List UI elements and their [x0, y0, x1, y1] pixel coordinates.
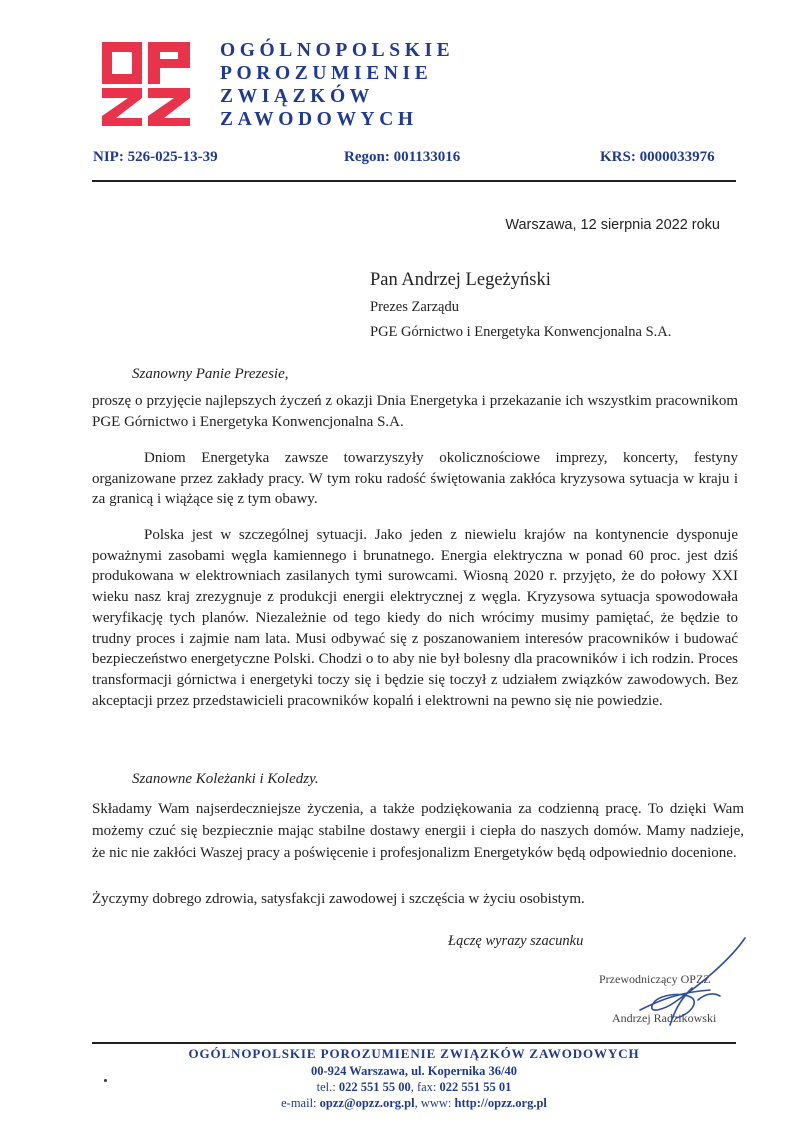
addressee-company: PGE Górnictwo i Energetyka Konwencjonalna S.A.: [370, 324, 672, 340]
nip-number: NIP: 526-025-13-39: [93, 149, 218, 165]
footer-org-name: OGÓLNOPOLSKIE POROZUMIENIE ZWIĄZKÓW ZAWODOWYCH: [188, 1046, 640, 1061]
tel-label: tel.:: [316, 1080, 339, 1094]
wishes-paragraph: Składamy Wam najserdeczniejsze życzenia, a także podziękowania za codzienną pracę. To dzięki Wam możemy czuć się bezpiecznie mając stabilne dostawy energii i ciepła do naszych domów. Mamy nadzieje, że nic nie zakłóci Waszej pracy a poświęcenie i profesjonalizm Energetyków będą odpowiednio docenione.: [92, 801, 744, 861]
email-link[interactable]: opzz@opzz.org.pl: [319, 1096, 415, 1110]
footer-contact-web: [92, 1096, 736, 1111]
header-divider: [92, 180, 736, 182]
email-label: e-mail:: [281, 1096, 320, 1110]
paragraph-2: Dniom Energetyka zawsze towarzyszyły okolicznościowe imprezy, koncerty, festyny organizowane przez zakłady pracy. W tym roku radość świętowania zakłóca kryzysowa sytuacja w kraju i za granicą i wiążące się z tym obawy.: [92, 450, 738, 508]
org-name-line-4: ZAWODOWYCH: [220, 109, 418, 130]
addressee-role: Prezes Zarządu: [370, 299, 459, 315]
www-label: , www:: [414, 1096, 455, 1110]
footer-divider: [92, 1042, 736, 1044]
signature-name: Andrzej Radzikowski: [612, 1011, 717, 1025]
letter-date: Warszawa, 12 sierpnia 2022 roku: [505, 217, 720, 233]
signature-title: Przewodniczący OPZZ: [599, 972, 711, 986]
paragraph-1: proszę o przyjęcie najlepszych życzeń z okazji Dnia Energetyka i przekazanie ich wszystkim pracownikom PGE Górnictwo i Energetyka Konwencjonalna S.A.: [92, 393, 738, 430]
org-name-line-1: OGÓLNOPOLSKIE: [220, 40, 455, 61]
paragraph-3: Polska jest w szczególnej sytuacji. Jako jeden z niewielu krajów na kontynencie dysponuje poważnymi zasobami węgla kamiennego i brunatnego. Energia elektryczna w ponad 60 proc. jest dziś produkowana w elektrowniach zasilanych tymi surowcami. Wiosną 2020 r. przyjęto, że do połowy XXI wieku nasz kraj zrezygnuje z produkcji energii elektrycznej z węgla. Kryzysowa sytuacja spowodowała weryfikację tych planów. Niezależnie od tego kiedy do nich wrócimy musimy pamiętać, że będzie to trudny proces i zajmie nam lata. Musi odbywać się z poszanowaniem interesów pracowników i budować bezpieczeństwo energetyczne Polski. Chodzi o to aby nie był bolesny dla pracowników i ich rodzin. Proces transformacji górnictwa i energetyki toczy się i będzie się toczył z udziałem związków zawodowych. Bez akceptacji przez przedstawicieli pracowników kopalń i elektrowni na pewno się nie powiedzie.: [92, 527, 738, 709]
fax-number: 022 551 55 01: [439, 1080, 512, 1094]
salutation: Szanowny Panie Prezesie,: [132, 366, 289, 382]
org-name-line-2: POROZUMIENIE: [220, 63, 433, 84]
fax-label: , fax:: [410, 1080, 440, 1094]
opzz-logo: [100, 40, 192, 128]
krs-number: KRS: 0000033976: [600, 149, 715, 165]
tel-number: 022 551 55 00: [338, 1080, 411, 1094]
wishes-closing-line: Życzymy dobrego zdrowia, satysfakcji zawodowej i szczęścia w życiu osobistym.: [92, 891, 585, 907]
footer-address: 00-924 Warszawa, ul. Kopernika 36/40: [310, 1064, 518, 1078]
addressee-name: Pan Andrzej Legeżyński: [370, 270, 551, 290]
regon-number: Regon: 001133016: [344, 149, 461, 165]
salutation-colleagues: Szanowne Koleżanki i Koledzy.: [132, 771, 319, 787]
org-name-line-3: ZWIĄZKÓW: [220, 86, 374, 107]
website-link[interactable]: http://opzz.org.pl: [454, 1096, 547, 1110]
closing-phrase: Łączę wyrazy szacunku: [448, 933, 584, 949]
footer-contact-phone: [92, 1080, 736, 1095]
